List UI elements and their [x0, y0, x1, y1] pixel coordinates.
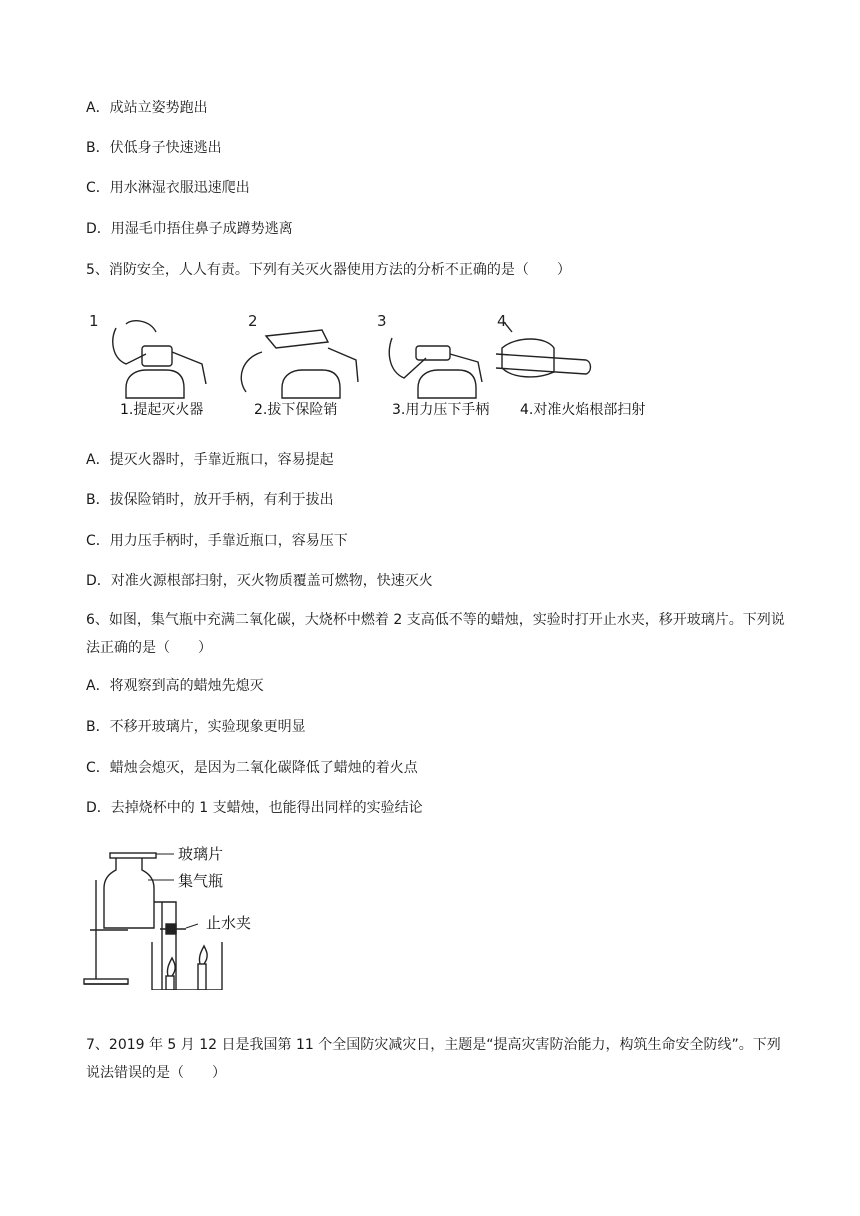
option-b: B．伏低身子快速逃出 [86, 140, 222, 156]
step-number: 2 [248, 312, 258, 330]
option-a: A．将观察到高的蜡烛先熄灭 [86, 678, 264, 694]
option-a: A．提灭火器时，手靠近瓶口，容易提起 [86, 452, 334, 468]
option-d: D．对准火源根部扫射，灭火物质覆盖可燃物，快速灭火 [86, 573, 433, 589]
option-c: C．蜡烛会熄灭，是因为二氧化碳降低了蜡烛的着火点 [86, 760, 418, 776]
option-c: C．用水淋湿衣服迅速爬出 [86, 180, 250, 196]
step-caption: 2.拔下保险销 [254, 402, 338, 418]
option-b: B．拔保险销时，放开手柄，有利于拔出 [86, 492, 334, 508]
step-number: 3 [377, 312, 387, 330]
step-caption: 1.提起灭火器 [120, 402, 204, 418]
step-number: 4 [497, 312, 507, 330]
co2-candle-apparatus-figure [82, 840, 282, 990]
step-caption: 3.用力压下手柄 [392, 402, 490, 418]
question-7-stem: 7、2019 年 5 月 12 日是我国第 11 个全国防灾减灾日，主题是“提高灾害防治能力，构筑生命安全防线”。下列说法错误的是（ ） [86, 1037, 781, 1081]
figure-label-gas-bottle: 集气瓶 [178, 872, 224, 890]
option-c: C．用力压手柄时，手靠近瓶口，容易压下 [86, 533, 348, 549]
question-6-stem: 6、如图，集气瓶中充满二氧化碳，大烧杯中燃着 2 支高低不等的蜡烛，实验时打开止水夹，移开玻璃片。下列说法正确的是（ ） [86, 612, 785, 656]
option-a: A．成站立姿势跑出 [86, 100, 208, 116]
figure-label-clamp: 止水夹 [206, 914, 252, 932]
fire-extinguisher-figure [86, 308, 686, 426]
option-b: B．不移开玻璃片，实验现象更明显 [86, 719, 306, 735]
option-d: D．用湿毛巾捂住鼻子成蹲势逃离 [86, 221, 293, 237]
question-5-stem: 5、消防安全，人人有责。下列有关灭火器使用方法的分析不正确的是（ ） [86, 262, 571, 278]
figure-label-glass-plate: 玻璃片 [178, 845, 224, 863]
step-number: 1 [89, 312, 99, 330]
step-caption: 4.对准火焰根部扫射 [520, 402, 646, 418]
option-d: D．去掉烧杯中的 1 支蜡烛，也能得出同样的实验结论 [86, 800, 423, 816]
